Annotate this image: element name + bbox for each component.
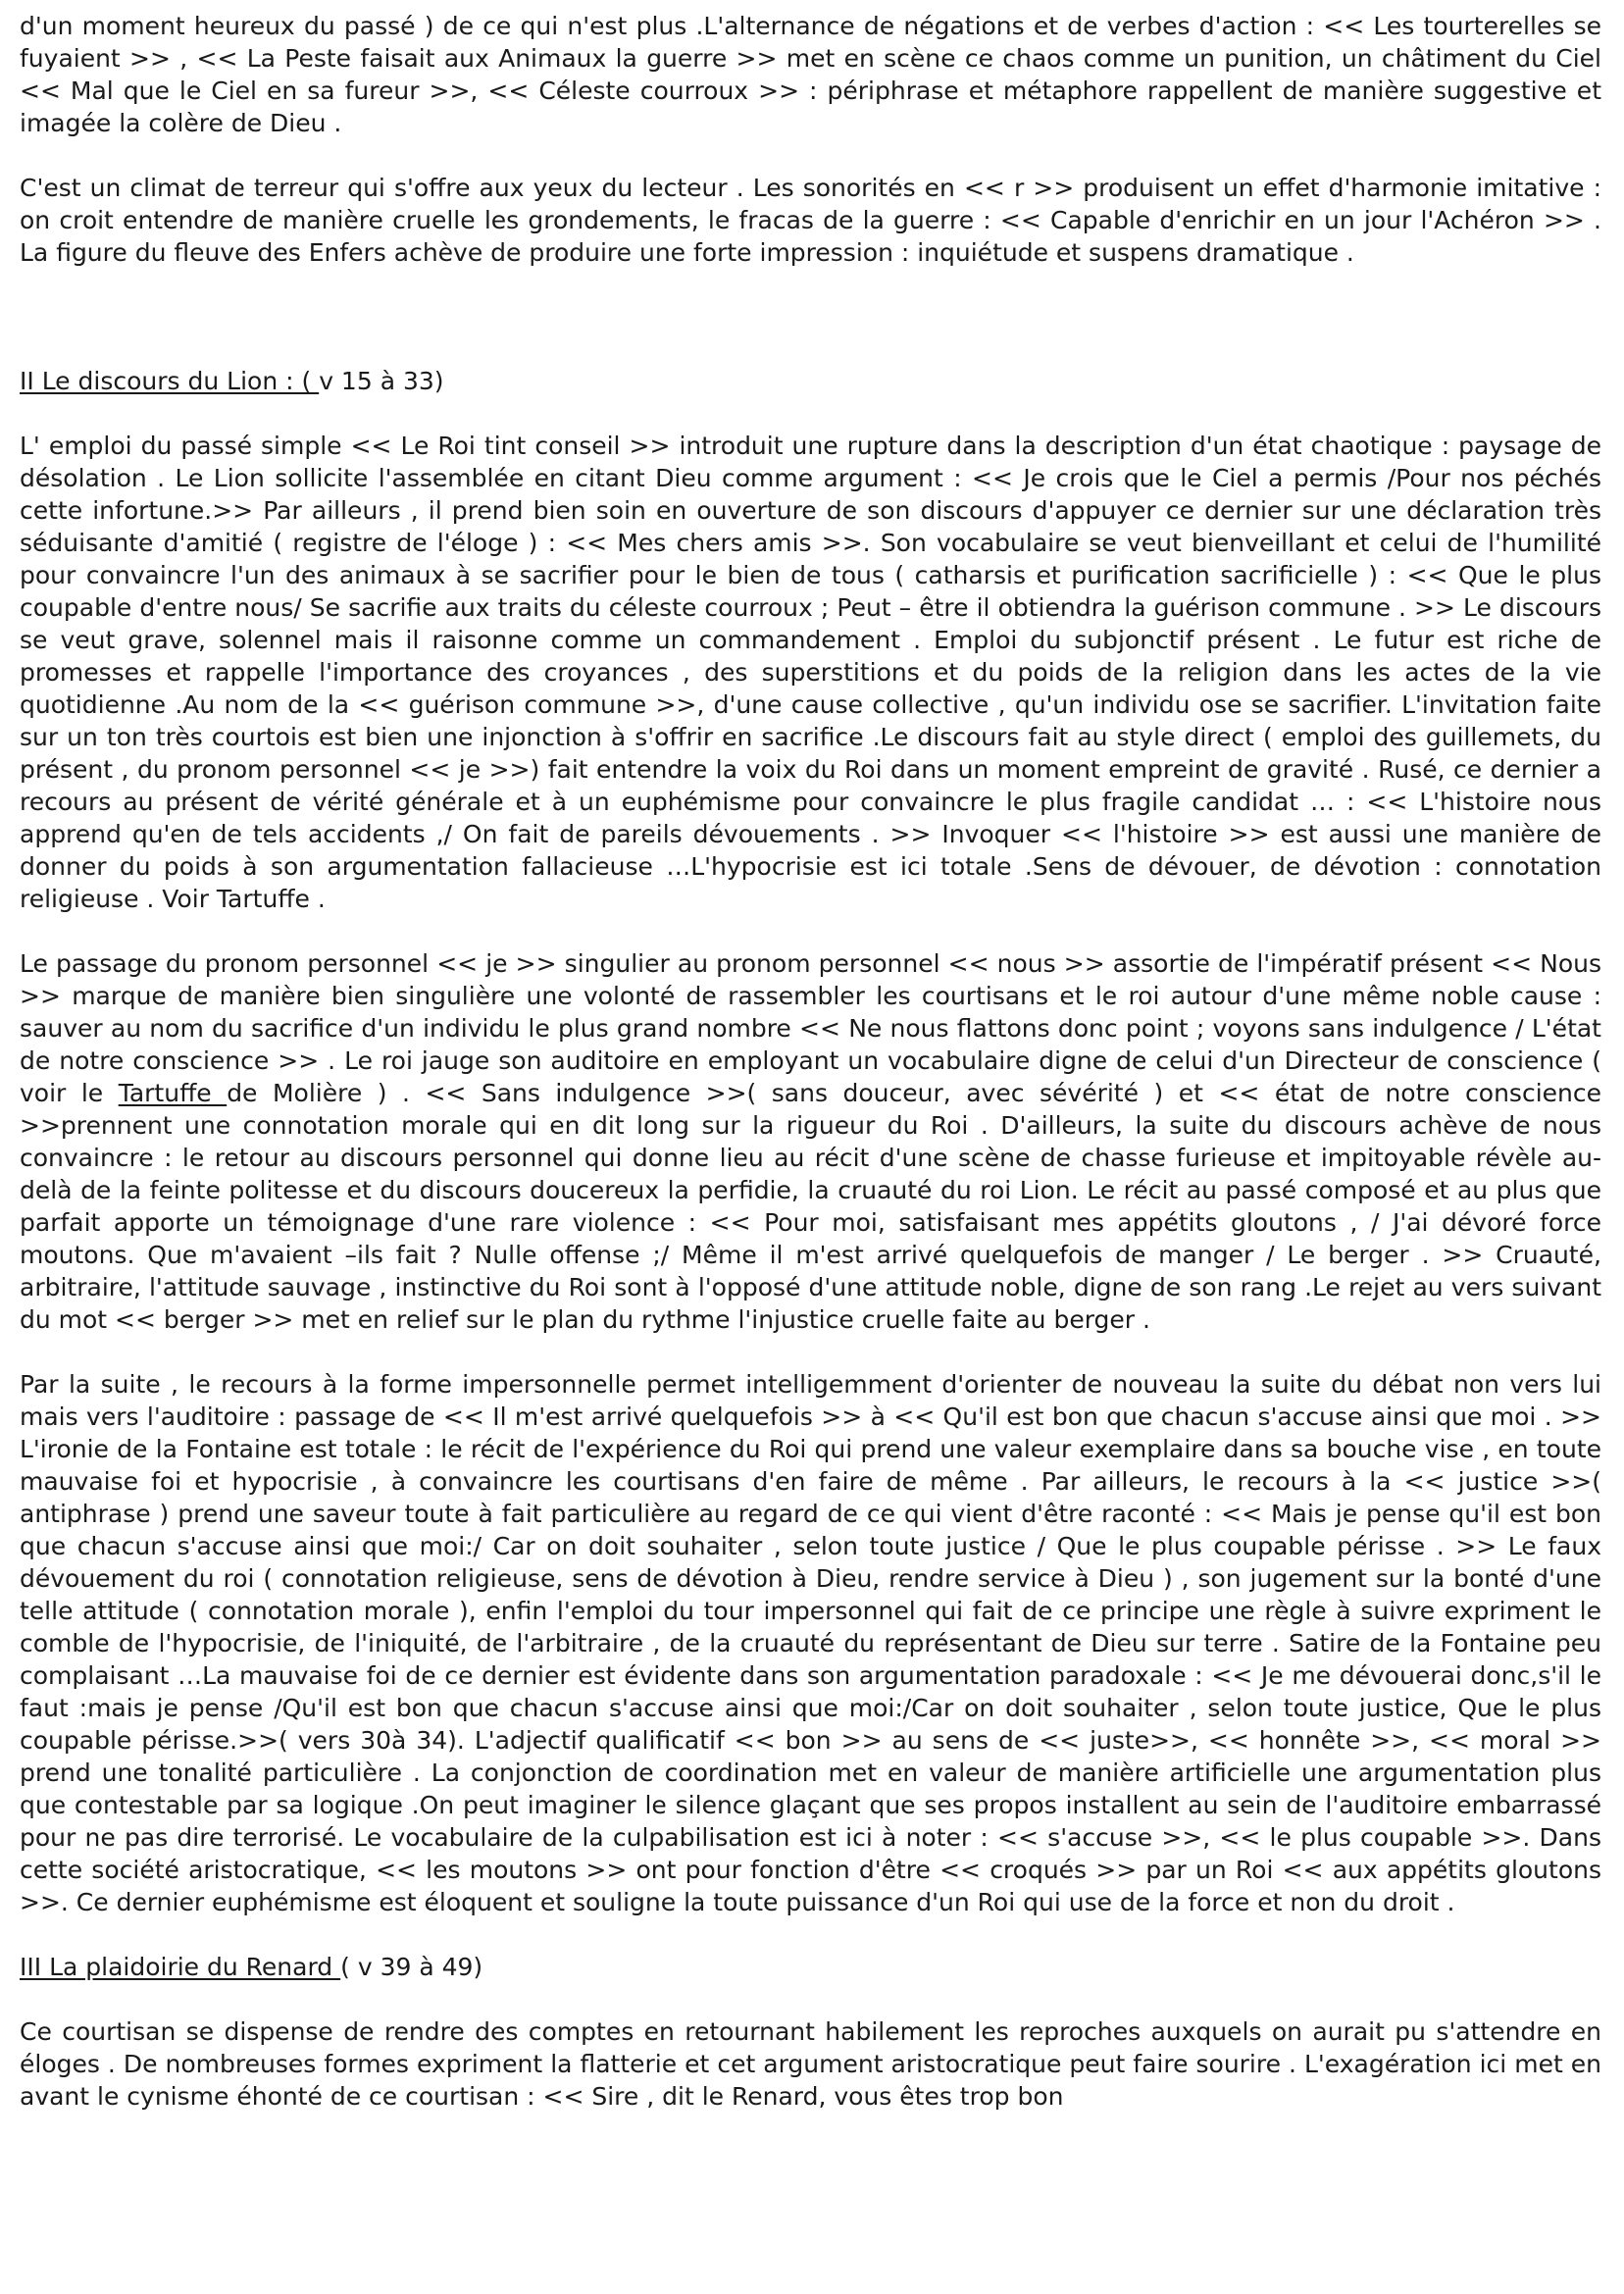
paragraph-pronom-nous [20, 947, 1601, 1336]
section-heading-plaidoirie-renard [20, 1951, 1601, 1983]
paragraph-gap [20, 139, 1601, 172]
paragraph-gap [20, 397, 1601, 430]
paragraph-climat-terreur: C'est un climat de terreur qui s'offre aux yeux du lecteur . Les sonorités en << r >> produisent un effet d'harmonie imitative : on croit entendre de manière cruelle les grondements, le fracas de la guerre : << Capable d'enrichir en un jour l'Achéron >> . La figure du fleuve des Enfers achève de produire une forte impression : inquiétude et suspens dramatique . [20, 174, 1601, 267]
section-gap [20, 269, 1601, 365]
tartuffe-reference: Tartuffe [118, 1079, 228, 1107]
section-heading-discours-lion [20, 365, 1601, 397]
paragraph-forme-impersonnelle: Par la suite , le recours à la forme impersonnelle permet intelligemment d'orienter de nouveau la suite du débat non vers lui mais vers l'auditoire : passage de << Il m'est arrivé quelquefois >> à << Qu'il est bon que chacun s'accuse ainsi que moi . >> L'ironie de la Fontaine est totale : le récit de l'expérience du Roi qui prend une valeur exemplaire dans sa bouche vise , en toute mauvaise foi et hypocrisie , à convaincre les courtisans d'en faire de même . Par ailleurs, le recours à la << justice >>( antiphrase ) prend une saveur toute à fait particulière au regard de ce qui vient d'être raconté : << Mais je pense qu'il est bon que chacun s'accuse ainsi que moi:/ Car on doit souhaiter , selon toute justice / Que le plus coupable périsse . >> Le faux dévouement du roi ( connotation religieuse, sens de dévotion à Dieu, rendre service à Dieu ) , son jugement sur la bonté d'une telle attitude ( connotation morale ), enfin l'emploi du tour impersonnel qui fait de ce principe une règle à suivre expriment le comble de l'hypocrisie, de l'iniquité, de l'arbitraire , de la cruauté du représentant de Dieu sur terre . Satire de la Fontaine peu complaisant …La mauvaise foi de ce dernier est évidente dans son argumentation paradoxale : << Je me dévouerai donc,s'il le faut :mais je pense /Qu'il est bon que chacun s'accuse ainsi que moi:/Car on doit souhaiter , selon toute justice, Que le plus coupable périsse.>>( vers 30à 34). L'adjectif qualificatif << bon >> au sens de << juste>>, << honnête >>, << moral >> prend une tonalité particulière . La conjonction de coordination met en valeur de manière artificielle une argumentation plus que contestable par sa logique .On peut imaginer le silence glaçant que ses propos installent au sein de l'auditoire embarrassé pour ne pas dire terrorisé. Le vocabulaire de la culpabilisation est ici à noter : << s'accuse >>, << le plus coupable >>. Dans cette société aristocratique, << les moutons >> ont pour fonction d'être << croqués >> par un Roi << aux appétits gloutons >>. Ce dernier euphémisme est éloquent et souligne la toute puissance d'un Roi qui use de la force et non du droit . [20, 1370, 1601, 1916]
paragraph-gap [20, 915, 1601, 947]
section-heading-verses: v 15 à 33) [319, 367, 444, 395]
paragraph-gap [20, 1983, 1601, 2015]
paragraph-courtisan: Ce courtisan se dispense de rendre des comptes en retournant habilement les reproches auxquels on aurait pu s'attendre en éloges . De nombreuses formes expriment la flatterie et cet argument aristocratique peut faire sourire . L'exagération ici met en avant le cynisme éhonté de ce courtisan : << Sire , dit le Renard, vous êtes trop bon [20, 2017, 1601, 2111]
document-page [20, 10, 1601, 2113]
paragraph-gap [20, 1918, 1601, 1951]
section-heading-title: II Le discours du Lion : ( [20, 367, 320, 395]
paragraph-intro-chaos: d'un moment heureux du passé ) de ce qui n'est plus .L'alternance de négations et de verbes d'action : << Les tourterelles se fuyaient >> , << La Peste faisait aux Animaux la guerre >> met en scène ce chaos comme un punition, un châtiment du Ciel << Mal que le Ciel en sa fureur >>, << Céleste courroux >> : périphrase et métaphore rappellent de manière suggestive et imagée la colère de Dieu . [20, 12, 1601, 137]
paragraph-text: Le passage du pronom personnel << je >> singulier au pronom personnel << nous >> assortie de l'impératif présent << Nous >> marque de manière bien singulière une volonté de rassembler les courtisans et le roi autour d'une même noble cause : sauver au nom du sacrifice d'un individu le plus grand nombre << Ne nous flattons donc point ; voyons sans indulgence / L'état de notre conscience >> . Le roi jauge son auditoire en employant un vocabulaire digne de celui d'un Directeur de conscience ( voir le [20, 949, 1601, 1107]
section-heading-verses: ( v 39 à 49) [340, 1953, 483, 1981]
paragraph-text: de Molière ) . << Sans indulgence >>( sans douceur, avec sévérité ) et << état de notre conscience >>prennent une connotation morale qui en dit long sur la rigueur du Roi . D'ailleurs, la suite du discours achève de nous convaincre : le retour au discours personnel qui donne lieu au récit d'une scène de chasse furieuse et impitoyable révèle au-delà de la feinte politesse et du discours doucereux la perfidie, la cruauté du roi Lion. Le récit au passé composé et au plus que parfait apporte un témoignage d'une rare violence : << Pour moi, satisfaisant mes appétits gloutons , / J'ai dévoré force moutons. Que m'avaient –ils fait ? Nulle offense ;/ Même il m'est arrivé quelquefois de manger / Le berger . >> Cruauté, arbitraire, l'attitude sauvage , instinctive du Roi sont à l'opposé d'une attitude noble, digne de son rang .Le rejet au vers suivant du mot << berger >> met en relief sur le plan du rythme l'injustice cruelle faite au berger . [20, 1079, 1601, 1334]
section-heading-title: III La plaidoirie du Renard [20, 1953, 341, 1981]
paragraph-discours-roi: L' emploi du passé simple << Le Roi tint conseil >> introduit une rupture dans la description d'un état chaotique : paysage de désolation . Le Lion sollicite l'assemblée en citant Dieu comme argument : << Je crois que le Ciel a permis /Pour nos péchés cette infortune.>> Par ailleurs , il prend bien soin en ouverture de son discours d'appuyer ce dernier sur une déclaration très séduisante d'amitié ( registre de l'éloge ) : << Mes chers amis >>. Son vocabulaire se veut bienveillant et celui de l'humilité pour convaincre l'un des animaux à se sacrifier pour le bien de tous ( catharsis et purification sacrificielle ) : << Que le plus coupable d'entre nous/ Se sacrifie aux traits du céleste courroux ; Peut – être il obtiendra la guérison commune . >> Le discours se veut grave, solennel mais il raisonne comme un commandement . Emploi du subjonctif présent . Le futur est riche de promesses et rappelle l'importance des croyances , des superstitions et du poids de la religion dans les actes de la vie quotidienne .Au nom de la << guérison commune >>, d'une cause collective , qu'un individu ose se sacrifier. L'invitation faite sur un ton très courtois est bien une injonction à s'offrir en sacrifice .Le discours fait au style direct ( emploi des guillemets, du présent , du pronom personnel << je >>) fait entendre la voix du Roi dans un moment empreint de gravité . Rusé, ce dernier a recours au présent de vérité générale et à un euphémisme pour convaincre le plus fragile candidat … : << L'histoire nous apprend qu'en de tels accidents ,/ On fait de pareils dévouements . >> Invoquer << l'histoire >> est aussi une manière de donner du poids à son argumentation fallacieuse …L'hypocrisie est ici totale .Sens de dévouer, de dévotion : connotation religieuse . Voir Tartuffe . [20, 432, 1601, 913]
paragraph-gap [20, 1336, 1601, 1368]
